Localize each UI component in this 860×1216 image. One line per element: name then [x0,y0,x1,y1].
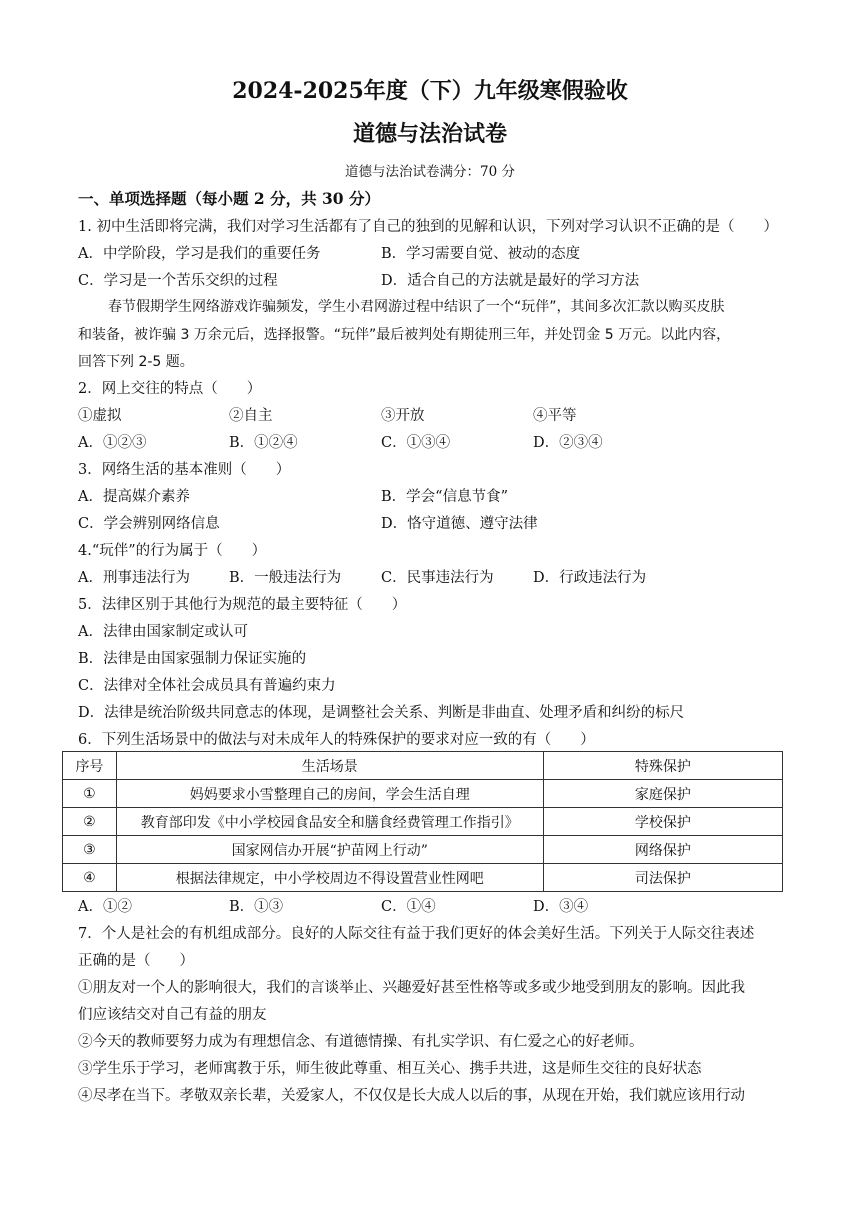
question-1-option-b: B．学习需要自觉、被动的态度 [381,246,581,262]
question-1-option-d: D．适合自己的方法就是最好的学习方法 [381,273,640,289]
question-6-option-a: A．①② [78,899,132,915]
question-5-option-c: C．法律对全体社会成员具有普遍约束力 [78,678,336,694]
question-2-option-c: C．①③④ [381,435,451,451]
score-note: 道德与法治试卷满分：70 分 [345,164,515,180]
question-4-option-d: D．行政违法行为 [533,570,647,586]
passage-line-2: 和装备，被诈骗 3 万余元后，选择报警。“玩伴”最后被判处有期徒刑三年，并处罚金 5 万元。以此内容， [78,327,731,343]
question-6-option-c: C．①④ [381,899,436,915]
passage-line-3: 回答下列 2-5 题。 [78,354,194,370]
table-row [63,808,783,836]
question-7-statement-2: ②今天的教师要努力成为有理想信念、有道德情操、有扎实学识、有仁爱之心的好老师。 [78,1034,644,1050]
question-5-option-a: A．法律由国家制定或认可 [78,624,248,640]
table-cell: 根据法律规定，中小学校周边不得设置营业性网吧 [116,864,543,892]
passage-line-1: 春节假期学生网络游戏诈骗频发，学生小君网游过程中结识了一个“玩伴”，其间多次汇款以购买皮肤 [108,299,725,315]
table-cell: 妈妈要求小雪整理自己的房间，学会生活自理 [116,780,543,808]
table-row [63,864,783,892]
question-6-option-d: D．③④ [533,899,589,915]
question-2-option-b: B．①②④ [229,435,298,451]
table-cell: 教育部印发《中小学校园食品安全和膳食经费管理工作指引》 [116,808,543,836]
table-row [63,836,783,864]
question-2-item-2: ②自主 [229,408,273,424]
question-3-option-c: C．学会辨别网络信息 [78,516,220,532]
question-7-statement-4: ④尽孝在当下。孝敬双亲长辈，关爱家人，不仅仅是长大成人以后的事，从现在开始，我们就应该用行动 [78,1088,745,1104]
table-cell: 国家网信办开展“护苗网上行动” [116,836,543,864]
table-cell: 司法保护 [543,864,782,892]
protection-table [62,751,783,892]
question-1-stem: 1. 初中生活即将完满，我们对学习生活都有了自己的独到的见解和认识，下列对学习认识不正确的是（ ） [78,219,778,235]
table-cell: ① [63,780,117,808]
table-cell: ③ [63,836,117,864]
question-3-option-d: D．恪守道德、遵守法律 [381,516,538,532]
question-1-option-a: A．中学阶段，学习是我们的重要任务 [78,246,321,262]
question-6-option-b: B．①③ [229,899,284,915]
question-2-item-4: ④平等 [533,408,577,424]
question-2-stem: 2．网上交往的特点（ ） [78,381,262,397]
question-2-item-1: ①虚拟 [78,408,122,424]
table-row [63,780,783,808]
question-4-stem: 4.“玩伴”的行为属于（ ） [78,543,267,559]
table-cell: 学校保护 [543,808,782,836]
question-7-statement-3: ③学生乐于学习，老师寓教于乐，师生彼此尊重、相互关心、携手共进，这是师生交往的良好状态 [78,1061,702,1077]
question-3-option-a: A．提高媒介素养 [78,489,190,505]
question-5-option-b: B．法律是由国家强制力保证实施的 [78,651,307,667]
exam-subject-title: 道德与法治试卷 [352,121,507,147]
question-2-option-d: D．②③④ [533,435,603,451]
question-7-stem-line-1: 7．个人是社会的有机组成部分。良好的人际交往有益于我们更好的体会美好生活。下列关于人际交往表述 [78,926,755,942]
table-header: 特殊保护 [543,752,782,780]
exam-title: 2024-2025年度（下）九年级寒假验收 [232,78,628,104]
table-cell: ② [63,808,117,836]
question-4-option-a: A．刑事违法行为 [78,570,190,586]
table-header: 序号 [63,752,117,780]
question-5-stem: 5．法律区别于其他行为规范的最主要特征（ ） [78,597,407,613]
table-header: 生活场景 [116,752,543,780]
question-4-option-c: C．民事违法行为 [381,570,494,586]
section-heading: 一、单项选择题（每小题 2 分，共 30 分） [78,189,380,208]
question-2-option-a: A．①②③ [78,435,147,451]
question-4-option-b: B．一般违法行为 [229,570,342,586]
table-cell: 家庭保护 [543,780,782,808]
question-3-stem: 3．网络生活的基本准则（ ） [78,462,291,478]
question-7-statement-1-line-1: ①朋友对一个人的影响很大，我们的言谈举止、兴趣爱好甚至性格等或多或少地受到朋友的影响。因此我 [78,980,745,996]
question-1-option-c: C．学习是一个苦乐交织的过程 [78,273,278,289]
question-6-stem: 6．下列生活场景中的做法与对未成年人的特殊保护的要求对应一致的有（ ） [78,732,595,748]
table-header-row [63,752,783,780]
question-5-option-d: D．法律是统治阶级共同意志的体现，是调整社会关系、判断是非曲直、处理矛盾和纠纷的标尺 [78,705,685,721]
question-7-statement-1-line-2: 们应该结交对自己有益的朋友 [78,1007,267,1023]
question-7-stem-line-2: 正确的是（ ） [78,953,194,969]
question-2-item-3: ③开放 [381,408,425,424]
table-cell: 网络保护 [543,836,782,864]
table-cell: ④ [63,864,117,892]
question-3-option-b: B．学会“信息节食” [381,489,508,505]
